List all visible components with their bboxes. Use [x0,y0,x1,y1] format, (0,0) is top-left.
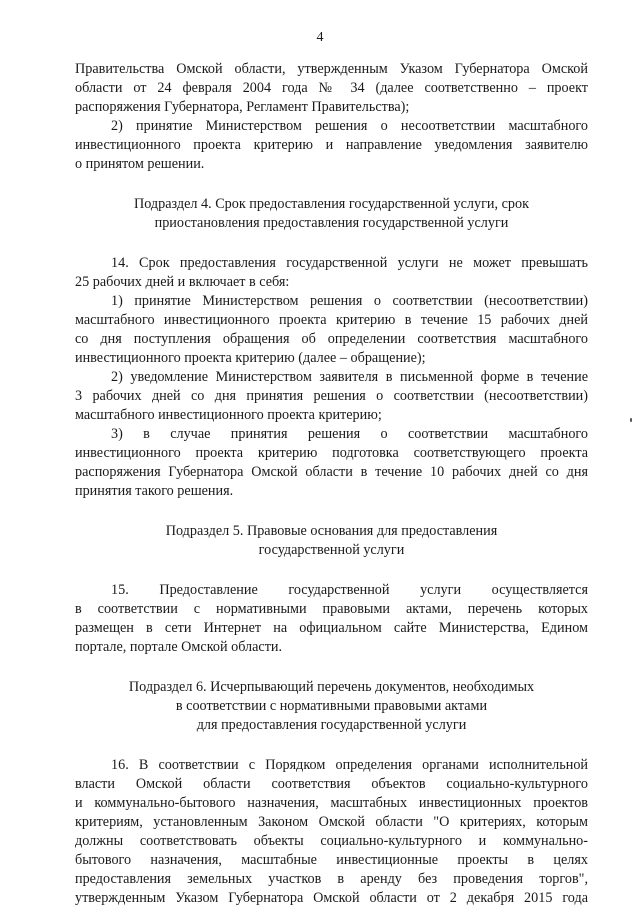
section-spacer [75,560,588,581]
text-line: в соответствии с нормативными правовыми актами, перечень которых [75,601,588,617]
text-line: для предоставления государственной услуги [196,717,467,733]
section-spacer [75,657,588,678]
text-line: утвержденным Указом Губернатора Омской области от 2 декабря 2015 года [75,890,588,906]
paragraph-7 [75,581,588,657]
section-heading-3 [75,678,588,735]
text-line: Подраздел 4. Срок предоставления государственной услуги, срок [134,196,529,212]
section-heading-1 [75,195,588,233]
text-line: 2) уведомление Министерством заявителя в письменной форме в течение [111,369,588,385]
text-line: 16. В соответствии с Порядком определения органами исполнительной [111,757,588,773]
page-number: 4 [316,30,324,45]
text-line: со дня поступления обращения об определении соответствия масштабного [75,331,588,347]
text-line: области от 24 февраля 2004 года № 34 (далее соответственно – проект [75,80,588,96]
text-line: 25 рабочих дней и включает в себя: [75,274,290,290]
text-line: Подраздел 5. Правовые основания для предоставления [165,523,498,539]
paragraph-3 [75,254,588,292]
text-line: Подраздел 6. Исчерпывающий перечень документов, необходимых [128,679,535,695]
section-heading-2 [75,522,588,560]
text-line: распоряжения Губернатора, Регламент Правительства); [75,99,410,115]
text-line: и коммунально-бытового назначения, масштабных инвестиционных проектов [75,795,588,811]
paragraph-8 [75,756,588,908]
text-line: бытового назначения, масштабные инвестиционные проекты в целях [75,852,588,868]
text-line: принятия такого решения. [75,483,234,499]
text-line: власти Омской области соответствия объектов социально-культурного [75,776,588,792]
paragraph-5 [75,368,588,425]
text-line: масштабного инвестиционного проекта критерию в течение 15 рабочих дней [75,312,588,328]
text-line: 1) принятие Министерством решения о соответствии (несоответствии) [111,293,588,309]
paragraph-4 [75,292,588,368]
text-line: инвестиционного проекта критерию (далее – обращение); [75,350,426,366]
section-spacer [75,174,588,195]
text-line: приостановления предоставления государственной услуги [154,215,509,231]
text-line: о принятом решении. [75,156,205,172]
section-spacer [75,233,588,254]
text-line: в соответствии с нормативными правовыми актами [175,698,488,714]
paragraph-6 [75,425,588,501]
paragraph-2 [75,117,588,174]
scan-speck [630,418,632,422]
text-line: государственной услуги [258,542,405,558]
text-line: предоставления земельных участков в аренду без проведения торгов", [75,871,588,887]
text-line: инвестиционного проекта критерию и направление уведомления заявителю [75,137,588,153]
text-line: инвестиционного проекта критерию подготовка соответствующего проекта [75,445,588,461]
text-line: размещен в сети Интернет на официальном сайте Министерства, Едином [75,620,588,636]
paragraph-1 [75,60,588,117]
text-line: 3) в случае принятия решения о соответствии масштабного [111,426,588,442]
text-line: 14. Срок предоставления государственной услуги не может превышать [111,255,588,271]
text-line: Правительства Омской области, утвержденным Указом Губернатора Омской [75,61,588,77]
text-line: масштабного инвестиционного проекта критерию; [75,407,382,423]
section-spacer [75,735,588,756]
text-line: 15. Предоставление государственной услуги осуществляется [111,582,588,598]
text-line: 3 рабочих дней со дня принятия решения о соответствии (несоответствии) [75,388,588,404]
text-line: распоряжения Губернатора Омской области в течение 10 рабочих дней со дня [75,464,588,480]
document-body [75,60,588,908]
text-line: критериям, установленным Законом Омской области "О критериях, которым [75,814,588,830]
text-line: портале, портале Омской области. [75,639,283,655]
text-line: должны соответствовать объекты социально-культурного и коммунально- [75,833,588,849]
text-line: 2) принятие Министерством решения о несоответствии масштабного [111,118,588,134]
section-spacer [75,501,588,522]
